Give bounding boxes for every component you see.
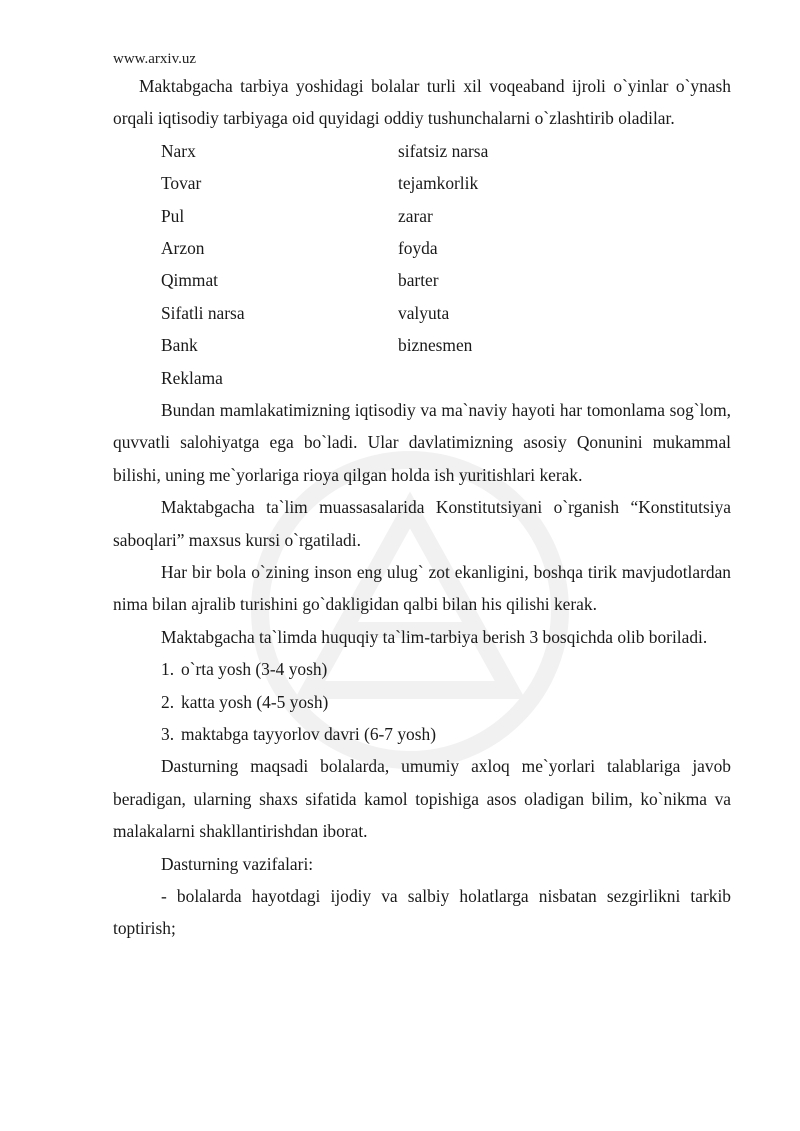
- list-item: [113, 653, 731, 685]
- term-right: [398, 362, 731, 394]
- term-right: zarar: [398, 205, 433, 226]
- term-right: barter: [398, 270, 439, 291]
- term-row: [113, 362, 731, 394]
- term-left: Sifatli narsa: [161, 302, 245, 323]
- list-item: [113, 718, 731, 750]
- list-number: 3.: [161, 723, 175, 744]
- paragraph-task-item: - bolalarda hayotdagi ijodiy va salbiy holatlarga nisbatan sezgirlikni tarkib toptirish;: [113, 885, 731, 939]
- term-right: sifatsiz narsa: [398, 140, 489, 161]
- term-right: foyda: [398, 237, 438, 258]
- term-right: biznesmen: [398, 335, 473, 356]
- paragraph-stages-intro: Maktabgacha ta`limda huquqiy ta`lim-tarbiya berish 3 bosqichda olib boriladi.: [161, 626, 708, 647]
- list-number: 2.: [161, 691, 175, 712]
- document-body: [113, 70, 731, 945]
- term-row: [113, 264, 731, 296]
- term-left: Qimmat: [161, 270, 218, 291]
- term-row: [113, 297, 731, 329]
- paragraph-economy: Bundan mamlakatimizning iqtisodiy va ma`naviy hayoti har tomonlama sog`lom, quvvatli salohiyatga ega bo`ladi. Ular davlatimizning asosiy Qonunini mukammal bilishi, uning me`yorlariga rioya qilgan holda ish yuritishlari kerak.: [113, 399, 731, 485]
- paragraph-constitution-course: Maktabgacha ta`lim muassasalarida Konstitutsiyani o`rganish “Konstitutsiya saboqlari” maxsus kursi o`rgatiladi.: [113, 497, 731, 550]
- term-row: [113, 135, 731, 167]
- term-left: Reklama: [161, 367, 223, 388]
- list-item: [113, 686, 731, 718]
- term-right: tejamkorlik: [398, 173, 479, 194]
- term-row: [113, 329, 731, 361]
- header-url[interactable]: www.arxiv.uz: [113, 51, 197, 67]
- paragraph-program-tasks: Dasturning vazifalari:: [161, 853, 314, 874]
- stages-list: [113, 653, 731, 750]
- list-number: 1.: [161, 659, 175, 680]
- term-right: valyuta: [398, 302, 450, 323]
- term-row: [113, 232, 731, 264]
- list-text: maktabga tayyorlov davri (6-7 yosh): [181, 723, 436, 744]
- list-text: katta yosh (4-5 yosh): [181, 691, 329, 712]
- terms-list: [113, 135, 731, 394]
- term-left: Pul: [161, 205, 185, 226]
- term-left: Narx: [161, 140, 196, 161]
- paragraph-program-goal: Dasturning maqsadi bolalarda, umumiy axloq me`yorlari talablariga javob beradigan, ularning shaxs sifatida kamol topishiga asos oladigan bilim, ko`nikma va malakalarni shakllantirishdan iborat.: [113, 756, 731, 842]
- term-left: Bank: [161, 335, 198, 356]
- list-text: o`rta yosh (3-4 yosh): [181, 659, 328, 680]
- term-row: [113, 200, 731, 232]
- term-left: Tovar: [161, 173, 202, 194]
- term-row: [113, 167, 731, 199]
- paragraph-intro: Maktabgacha tarbiya yoshidagi bolalar turli xil voqeaband ijroli o`yinlar o`ynash orqali iqtisodiy tarbiyaga oid quyidagi oddiy tushunchalarni o`zlashtirib oladilar.: [113, 76, 731, 129]
- paragraph-child-awareness: Har bir bola o`zining inson eng ulug` zot ekanligini, boshqa tirik mavjudotlardan nima bilan ajralib turishini go`dakligidan qalbi bilan his qilishi kerak.: [113, 561, 731, 615]
- term-left: Arzon: [161, 237, 205, 258]
